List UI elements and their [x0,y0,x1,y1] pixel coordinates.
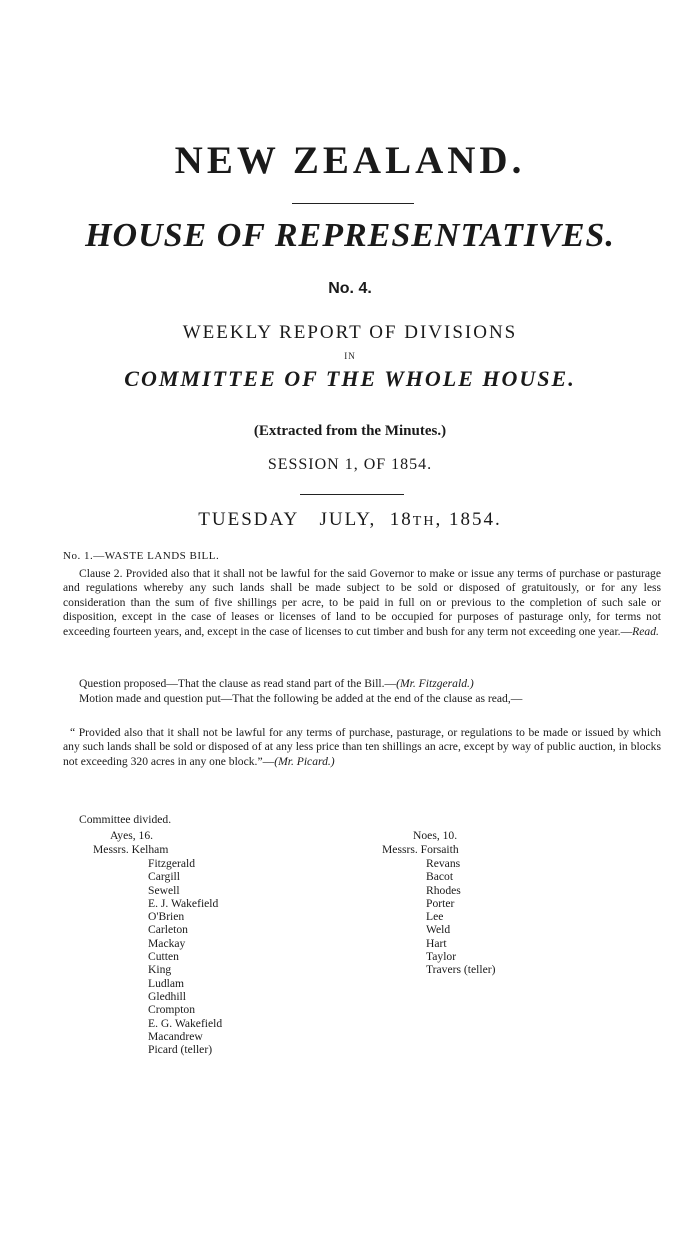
list-item: Picard (teller) [148,1043,213,1057]
session-line: SESSION 1, OF 1854. [267,456,433,473]
list-item: E. G. Wakefield [148,1016,223,1030]
list-item: Travers (teller) [426,963,496,977]
session-divider [300,494,404,495]
extracted-note: (Extracted from the Minutes.) [253,423,447,439]
list-item: Taylor [426,950,457,964]
item-heading: No. 1.—WASTE LANDS BILL. [63,550,220,562]
noes-label: Noes, 10. [413,829,458,842]
title-divider [292,203,414,204]
list-item: Cargill [148,870,180,884]
noes-first-member: Messrs. Forsaith [382,843,459,856]
list-item: Porter [426,896,455,910]
sitting-date [0,509,700,531]
motion-paragraph [63,692,661,706]
list-item: Lee [426,910,444,924]
list-item: Crompton [148,1003,196,1017]
proviso-paragraph [63,726,661,769]
report-in-word: IN [344,351,356,361]
report-number: No. 4. [328,280,372,297]
ayes-first-member: Messrs. Kelham [93,843,169,856]
committee-title: COMMITTEE OF THE WHOLE HOUSE. [124,366,576,391]
ayes-label: Ayes, 16. [110,829,154,842]
date-day-number: 18 [389,509,413,530]
question-paragraph [63,677,661,691]
list-item: King [148,963,172,977]
question-text: Question proposed—That the clause as read stand part of the Bill.— [79,677,397,690]
report-title: WEEKLY REPORT OF DIVISIONS [182,322,518,343]
house-title: HOUSE OF REPRESENTATIVES. [85,217,615,254]
list-item: Hart [426,936,447,950]
list-item: Bacot [426,870,454,884]
clause-text: Clause 2. Provided also that it shall not be lawful for the said Governor to make or issue any terms of purchase or pasturage and regulations whereby any such lands shall be made subject to be sold or disposed of gratuitously, or for any less consideration than the sum of five shillings per acre, to be paid in full on or previous to the completion of such sale or disposition, except in the case of leases or licenses of land to be occupied for purposes of pasturage only, for terms not exceeding fourteen years, and, except in the case of licenses to cut timber and bush for any term not exceeding one year.— [63,567,661,638]
ayes-list [148,857,222,1056]
noes-list [426,857,495,977]
list-item: Ludlam [148,976,185,990]
proviso-mover: (Mr. Picard.) [274,754,335,768]
list-item: O'Brien [148,910,185,924]
date-day: TUESDAY [198,509,300,530]
list-item: Sewell [148,883,180,897]
date-month: JULY, [319,509,377,530]
clause-paragraph [63,567,661,639]
list-item: Fitzgerald [148,857,196,870]
list-item: Mackay [148,936,186,950]
list-item: Macandrew [148,1029,203,1043]
country-title: NEW ZEALAND. [174,139,526,182]
committee-divided: Committee divided. [79,813,172,826]
proviso-text: “ Provided also that it shall not be lawful for any terms of purchase, pasturage, or regulations to be made or issued by which any such lands shall be sold or disposed of at any less price than ten shillings an acre, except by way of public auction, in blocks not exceeding 320 acres in any one block.”— [63,726,661,768]
list-item: Rhodes [426,883,461,897]
list-item: Gledhill [148,989,186,1003]
date-year: , 1854. [435,509,502,530]
clause-read-note: Read. [632,624,659,638]
motion-text: Motion made and question put—That the following be added at the end of the clause as read,— [79,692,523,705]
list-item: Carleton [148,923,188,937]
list-item: Weld [426,923,451,937]
list-item: Revans [426,857,461,870]
list-item: Cutten [148,950,179,964]
date-suffix: TH [412,514,436,529]
list-item: E. J. Wakefield [148,896,219,910]
question-mover: (Mr. Fitzgerald.) [396,677,474,690]
